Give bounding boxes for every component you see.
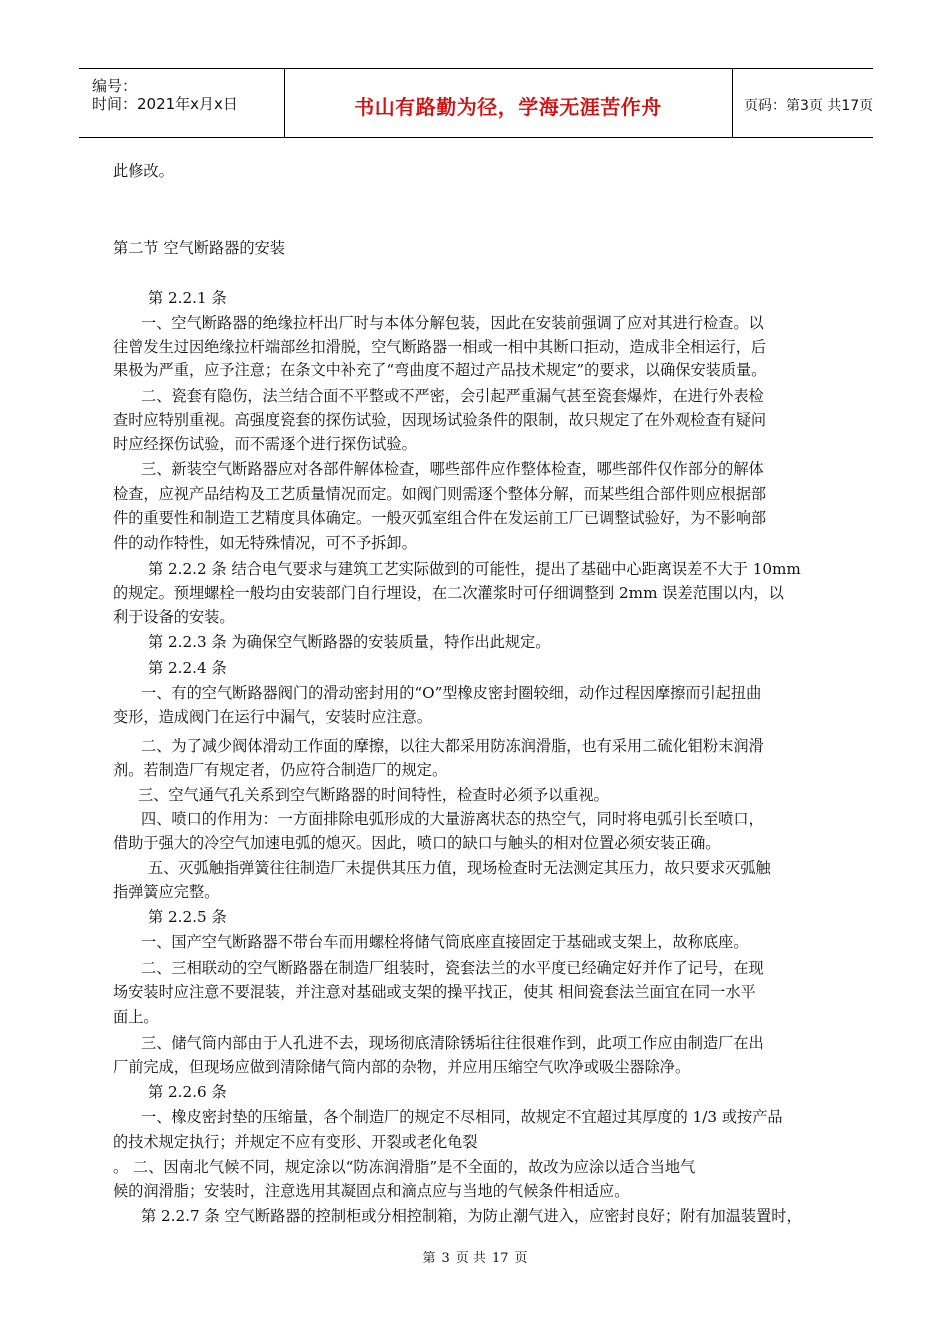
text-line: 此修改。: [113, 162, 174, 180]
text-line: 借助于强大的冷空气加速电弧的熄灭。因此，喷口的缺口与触头的相对位置必须安装正确。: [113, 834, 721, 852]
text-line: 一、有的空气断路器阀门的滑动密封用的“O”型橡皮密封圈较细，动作过程因摩擦而引起扭曲: [141, 684, 762, 702]
footer-page-number: 3: [441, 1251, 450, 1266]
text-line: 厂前完成，但现场应做到清除储气筒内部的杂物，并应用压缩空气吹净或吸尘器除净。: [113, 1058, 691, 1076]
page-header: [79, 68, 873, 138]
text-line: 剂。若制造厂有规定者，仍应符合制造厂的规定。: [113, 761, 448, 779]
text-line: 果极为严重，应予注意；在条文中补充了“弯曲度不超过产品技术规定”的要求，以确保安装质量。: [113, 361, 767, 379]
text-line: 一、橡皮密封垫的压缩量，各个制造厂的规定不尽相同，故规定不宜超过其厚度的 1/3 或按产品: [141, 1108, 783, 1126]
text-line: 往曾发生过因绝缘拉杆端部丝扣滑脱，空气断路器一相或一相中其断口拒动，造成非全相运行，后: [113, 338, 767, 356]
text-line: 件的动作特性，如无特殊情况，可不予拆卸。: [113, 534, 417, 552]
footer-page-mid: 页 共: [455, 1251, 486, 1266]
text-line: 指弹簧应完整。: [113, 883, 220, 901]
text-line: 二、瓷套有隐伤，法兰结合面不平整或不严密，会引起严重漏气甚至瓷套爆炸，在进行外表检: [141, 387, 764, 405]
clause-heading: 第 2.2.6 条: [148, 1083, 227, 1101]
header-motto-cell: [284, 69, 733, 137]
text-line: 时应经探伤试验，而不需逐个进行探伤试验。: [113, 435, 417, 453]
text-line: 。 二、因南北气候不同，规定涂以“防冻润滑脂”是不全面的，故改为应涂以适合当地气: [113, 1158, 696, 1176]
footer-total-pages: 17: [491, 1251, 509, 1266]
text-line: 场安装时应注意不要混装，并注意对基础或支架的操平找正，使其 相间瓷套法兰面宜在同一水平: [113, 983, 756, 1001]
time-label: 时间：2021年x月x日: [92, 95, 238, 113]
text-line: 二、三相联动的空气断路器在制造厂组装时，瓷套法兰的水平度已经确定好并作了记号，在现: [141, 959, 764, 977]
section-title: 第二节 空气断路器的安装: [113, 239, 285, 257]
header-meta-cell: [79, 69, 285, 137]
text-line: 的规定。预埋螺栓一般均由安装部门自行埋设，在二次灌浆时可仔细调整到 2mm 误差范围以内，以: [113, 584, 784, 602]
clause-line: 第 2.2.2 条 结合电气要求与建筑工艺实际做到的可能性，提出了基础中心距离误差不大于 10mm: [148, 560, 801, 578]
text-line: 检查，应视产品结构及工艺质量情况而定。如阀门则需逐个整体分解，而某些组合部件则应根据部: [113, 485, 767, 503]
text-line: 一、空气断路器的绝缘拉杆出厂时与本体分解包装，因此在安装前强调了应对其进行检查。以: [141, 314, 764, 332]
text-line: 二、为了减少阀体滑动工作面的摩擦，以往大都采用防冻润滑脂，也有采用二硫化钼粉末润滑: [141, 737, 764, 755]
text-line: 三、新装空气断路器应对各部件解体检查，哪些部件应作整体检查，哪些部件仅作部分的解体: [141, 460, 764, 478]
text-line: 四、喷口的作用为：一方面排除电弧形成的大量游离状态的热空气，同时将电弧引长至喷口，: [141, 810, 764, 828]
clause-heading: 第 2.2.1 条: [148, 289, 227, 307]
footer-page-suffix: 页: [514, 1251, 528, 1266]
header-page-cell: [733, 69, 873, 137]
text-line: 一、国产空气断路器不带台车而用螺栓将储气筒底座直接固定于基础或支架上，故称底座。: [141, 933, 749, 951]
clause-heading: 第 2.2.4 条: [148, 659, 227, 677]
footer-page-prefix: 第: [422, 1251, 436, 1266]
text-line: 利于设备的安装。: [113, 608, 235, 626]
serial-label: 编号：: [92, 77, 138, 95]
header-motto: 书山有路勤为径，学海无涯苦作舟: [354, 95, 662, 119]
clause-line: 第 2.2.3 条 为确保空气断路器的安装质量，特作出此规定。: [148, 633, 551, 651]
text-line: 面上。: [113, 1008, 159, 1026]
text-line: 查时应特别重视。高强度瓷套的探伤试验，因现场试验条件的限制，故只规定了在外观检查有疑问: [113, 411, 767, 429]
text-line: 的技术规定执行；并规定不应有变形、开裂或老化龟裂: [113, 1133, 478, 1151]
text-line: 三、储气筒内部由于人孔进不去，现场彻底清除锈垢往往很难作到，此项工作应由制造厂在出: [141, 1034, 764, 1052]
page-footer: [0, 1247, 950, 1266]
text-line: 候的润滑脂；安装时，注意选用其凝固点和滴点应与当地的气候条件相适应。: [113, 1182, 630, 1200]
text-line: 变形，造成阀门在运行中漏气，安装时应注意。: [113, 708, 432, 726]
clause-heading: 第 2.2.5 条: [148, 908, 227, 926]
text-line: 五、灭弧触指弹簧往往制造厂未提供其压力值，现场检查时无法测定其压力，故只要求灭弧触: [148, 859, 771, 877]
text-line: 件的重要性和制造工艺精度具体确定。一般灭弧室组合件在发运前工厂已调整试验好，为不影响部: [113, 509, 767, 527]
clause-line: 第 2.2.7 条 空气断路器的控制柜或分相控制箱，为防止潮气进入，应密封良好；附有加温装置时，: [141, 1207, 802, 1225]
header-page-info: 页码：第3页 共17页: [744, 98, 874, 114]
text-line: 三、空气通气孔关系到空气断路器的时间特性，检查时必须予以重视。: [138, 786, 609, 804]
